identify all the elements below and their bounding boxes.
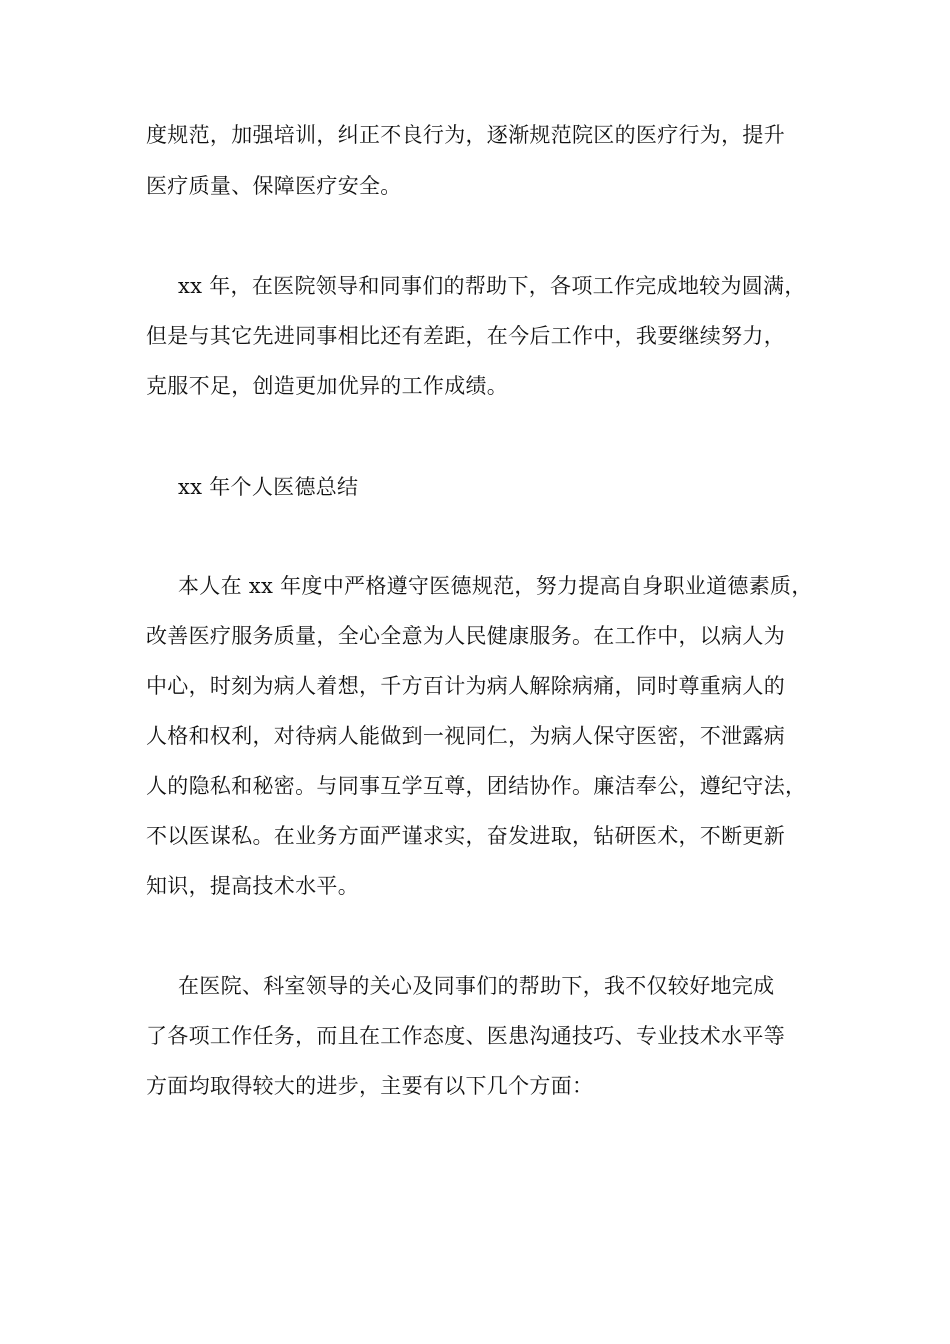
paragraph-2-line-2: 但是与其它先进同事相比还有差距，在今后工作中，我要继续努力， [146,324,785,348]
paragraph-3-line-2: 改善医疗服务质量，全心全意为人民健康服务。在工作中，以病人为 [146,624,785,648]
paragraph-3-line-7: 知识，提高技术水平。 [146,874,359,898]
section-heading: xx 年个人医德总结 [178,475,359,499]
paragraph-2-line-1: xx 年，在医院领导和同事们的帮助下，各项工作完成地较为圆满， [178,274,806,298]
paragraph-1-line-1: 度规范，加强培训，纠正不良行为，逐渐规范院区的医疗行为，提升 [146,123,785,147]
paragraph-4-line-1: 在医院、科室领导的关心及同事们的帮助下，我不仅较好地完成 [178,974,775,998]
paragraph-1-line-2: 医疗质量、保障医疗安全。 [146,174,402,198]
paragraph-4-line-2: 了各项工作任务，而且在工作态度、医患沟通技巧、专业技术水平等 [146,1024,785,1048]
paragraph-3-line-4: 人格和权利，对待病人能做到一视同仁，为病人保守医密，不泄露病 [146,724,785,748]
paragraph-4-line-3: 方面均取得较大的进步，主要有以下几个方面： [146,1074,594,1098]
paragraph-3-line-6: 不以医谋私。在业务方面严谨求实，奋发进取，钻研医术，不断更新 [146,824,785,848]
paragraph-3-line-5: 人的隐私和秘密。与同事互学互尊，团结协作。廉洁奉公，遵纪守法， [146,774,807,798]
paragraph-3-line-3: 中心，时刻为病人着想，千方百计为病人解除病痛，同时尊重病人的 [146,674,785,698]
paragraph-3-line-1: 本人在 xx 年度中严格遵守医德规范，努力提高自身职业道德素质， [178,574,813,598]
paragraph-2-line-3: 克服不足，创造更加优异的工作成绩。 [146,374,509,398]
